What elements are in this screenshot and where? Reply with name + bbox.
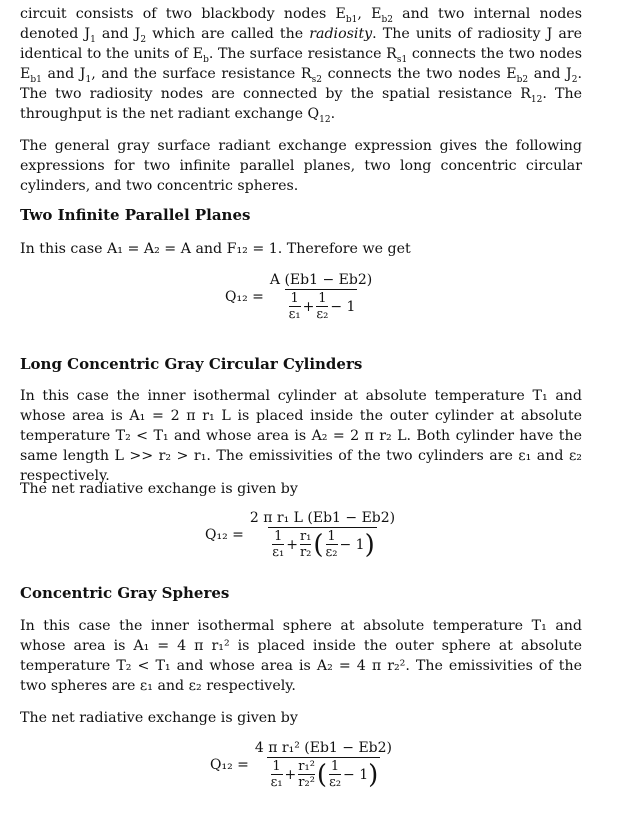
text: the net radiant exchange Q bbox=[122, 106, 320, 122]
sub: b1 bbox=[345, 14, 358, 25]
numerator: 2 π r₁ L (Eb1 − Eb2) bbox=[249, 510, 396, 526]
equation-lhs: Q₁₂ = bbox=[205, 527, 244, 543]
text: J bbox=[79, 66, 86, 82]
paren: ( bbox=[313, 530, 324, 560]
frac-1-eps1 bbox=[272, 530, 284, 560]
sub: 1 bbox=[85, 74, 92, 85]
text: . The surface resistance R bbox=[208, 46, 397, 62]
frac-1-eps2 bbox=[316, 292, 328, 322]
numerator: A (Eb1 − Eb2) bbox=[269, 272, 373, 288]
numerator: 4 π r₁² (Eb1 − Eb2) bbox=[254, 740, 392, 756]
text: and J bbox=[95, 26, 141, 42]
sub: b bbox=[203, 54, 209, 65]
text: to the units of E bbox=[87, 46, 204, 62]
frac-1-eps2 bbox=[326, 530, 338, 560]
n: 1 bbox=[274, 529, 283, 544]
paren: ( bbox=[316, 760, 328, 790]
d: r₂² bbox=[298, 775, 315, 790]
frac-1-eps1 bbox=[271, 760, 283, 790]
heading-spheres: Concentric Gray Spheres bbox=[20, 584, 230, 602]
plus: + bbox=[284, 767, 297, 783]
emphasis-radiosity: radiosity bbox=[309, 26, 373, 42]
d: ε₁ bbox=[288, 307, 301, 322]
heading-cylinders: Long Concentric Gray Circular Cylinders bbox=[20, 355, 363, 373]
frac-1-eps2 bbox=[329, 760, 341, 790]
d: ε₁ bbox=[272, 545, 285, 560]
text: . The throughput is bbox=[20, 86, 582, 122]
text: J bbox=[84, 26, 91, 42]
text: radiosity nodes are connected by the spatial resistance R bbox=[89, 86, 531, 102]
n: 1 bbox=[330, 759, 340, 774]
denominator bbox=[267, 757, 381, 790]
sub: s2 bbox=[311, 74, 322, 85]
equation-lhs: Q₁₂ = bbox=[210, 757, 249, 773]
n: r₁² bbox=[298, 759, 315, 774]
sub: b1 bbox=[30, 74, 42, 85]
fraction bbox=[268, 272, 374, 322]
text: connects the two nodes E bbox=[20, 46, 582, 82]
plus: + bbox=[302, 299, 315, 315]
paragraph-spheres: In this case the inner isothermal sphere at absolute temperature T₁ and whose area is A₁ = 4 π r₁² is placed inside the outer sphere at absolute temperature T₂ < T₁ and whose area is A₂ = 4 π r₂². The emissivities of the two spheres are ε₁ and ε₂ respectively. bbox=[20, 618, 582, 694]
sub: 2 bbox=[140, 34, 147, 45]
n: 1 bbox=[327, 529, 336, 544]
equation-spheres bbox=[210, 740, 394, 790]
frac-r1sq-r2sq bbox=[298, 760, 315, 790]
d: ε₂ bbox=[325, 545, 338, 560]
paragraph-spheres-net: The net radiative exchange is given by bbox=[20, 710, 298, 726]
paragraph-cylinders-net: The net radiative exchange is given by bbox=[20, 481, 298, 497]
equation-cylinders bbox=[205, 510, 397, 560]
sub: b2 bbox=[516, 74, 529, 85]
d: ε₂ bbox=[316, 307, 329, 322]
text: and J bbox=[528, 66, 572, 82]
n: 1 bbox=[290, 291, 299, 306]
paren: ) bbox=[364, 530, 375, 560]
n: 1 bbox=[272, 759, 281, 774]
minus-one: − 1 bbox=[339, 537, 365, 553]
paragraph-planes: In this case A₁ = A₂ = A and F₁₂ = 1. Therefore we get bbox=[20, 241, 411, 257]
paragraph-circuit bbox=[20, 4, 582, 124]
paragraph-cylinders: In this case the inner isothermal cylinder at absolute temperature T₁ and whose area is A₁ = 2 π r₁ L is placed inside the outer cylinder at absolute temperature T₂ < T₁ and whose area is A₂ = 2 π r₂ L. Both cylinder have the same length L >> r₂ > r₁. The emissivities of the two cylinders are ε₁ and ε₂ respectively. bbox=[20, 388, 582, 484]
text: . The units of radiosity J are identical bbox=[20, 26, 582, 62]
text: which are called the bbox=[146, 26, 310, 42]
text: circuit consists of two blackbody nodes E bbox=[20, 6, 346, 22]
n: 1 bbox=[318, 291, 327, 306]
sub: 2 bbox=[571, 74, 578, 85]
text: and bbox=[41, 66, 75, 82]
minus-one: − 1 bbox=[343, 767, 369, 783]
sub: b2 bbox=[381, 14, 393, 25]
fraction bbox=[253, 740, 394, 790]
heading-parallel-planes: Two Infinite Parallel Planes bbox=[20, 206, 251, 224]
d: r₂ bbox=[299, 545, 312, 560]
sub: 12 bbox=[319, 114, 331, 125]
text: , and the surface resistance R bbox=[91, 66, 312, 82]
text: . bbox=[330, 106, 336, 122]
fraction bbox=[248, 510, 397, 560]
frac-1-eps1 bbox=[289, 292, 301, 322]
sub: s1 bbox=[396, 54, 408, 65]
d: ε₂ bbox=[329, 775, 342, 790]
paren: ) bbox=[368, 760, 379, 790]
text: connects the two nodes E bbox=[321, 66, 517, 82]
frac-r1-r2 bbox=[300, 530, 311, 560]
n: r₁ bbox=[299, 529, 312, 544]
text: , E bbox=[357, 6, 382, 22]
denominator bbox=[268, 527, 376, 560]
d: ε₁ bbox=[270, 775, 283, 790]
paragraph-intro: The general gray surface radiant exchange expression gives the following expressions for two infinite parallel planes, two long concentric circular cylinders, and two concentric spheres. bbox=[20, 138, 582, 194]
sub: 12 bbox=[530, 94, 543, 105]
text: . The two bbox=[20, 66, 582, 102]
minus-one: − 1 bbox=[330, 299, 356, 315]
plus: + bbox=[286, 537, 298, 553]
text: and two internal nodes denoted bbox=[20, 6, 582, 42]
equation-planes bbox=[225, 272, 374, 322]
denominator bbox=[285, 289, 358, 322]
sub: 1 bbox=[90, 34, 96, 45]
equation-lhs: Q₁₂ = bbox=[225, 289, 264, 305]
